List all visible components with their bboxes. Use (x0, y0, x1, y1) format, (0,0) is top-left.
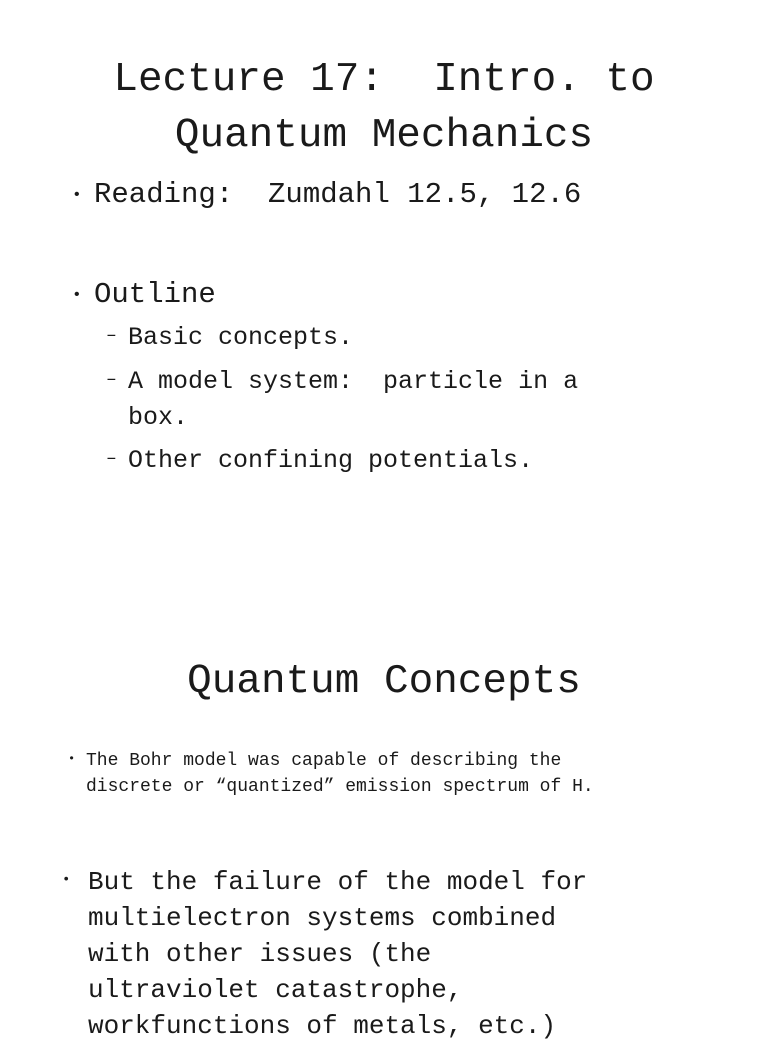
bullet-icon: • (72, 186, 82, 204)
bohr-text (86, 748, 594, 800)
failure-line: with other issues (the (88, 939, 432, 969)
outline-item-line1: A model system: particle in a (128, 367, 579, 396)
bullet-icon: • (72, 286, 82, 304)
outline-item-line2: box. (128, 403, 189, 432)
failure-line: workfunctions of metals, etc.) (88, 1011, 557, 1041)
failure-line: ultraviolet catastrophe, (88, 975, 463, 1005)
dash-icon: – (106, 370, 117, 390)
failure-text (88, 864, 587, 1044)
bohr-line1: The Bohr model was capable of describing the (86, 751, 562, 771)
slide1-title-line1: Lecture 17: Intro. to (113, 57, 655, 103)
slide1-title-line2: Quantum Mechanics (174, 113, 594, 159)
outline-item-text (128, 364, 578, 436)
outline-item-text: Basic concepts. (128, 323, 354, 352)
outline-heading: Outline (94, 278, 216, 311)
failure-line: multielectron systems combined (88, 903, 557, 933)
bullet-icon: • (68, 752, 76, 766)
failure-line: But the failure of the model for (88, 867, 588, 897)
outline-item (106, 443, 534, 587)
slide1-title (0, 52, 768, 164)
bohr-line2: discrete or “quantized” emission spectrum of H. (86, 777, 594, 797)
dash-icon: – (106, 449, 117, 469)
outline-item-text: Other confining potentials. (128, 446, 534, 475)
bullet-icon: • (62, 872, 71, 888)
slide2-title: Quantum Concepts (187, 659, 581, 705)
dash-icon: – (106, 326, 117, 346)
reading-text: Reading: Zumdahl 12.5, 12.6 (94, 178, 582, 211)
